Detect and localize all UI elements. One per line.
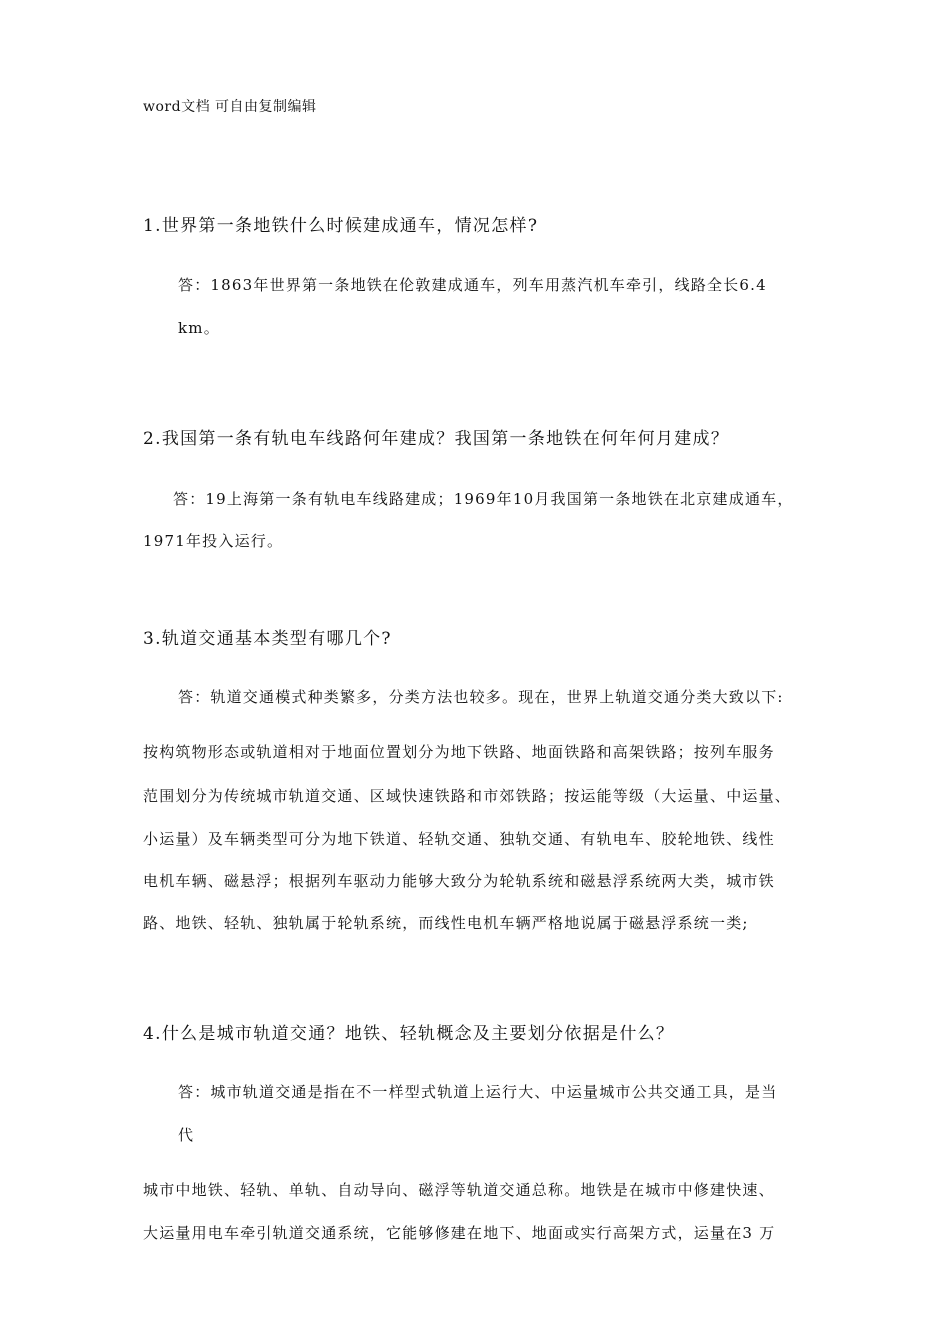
answer-1-line-1: 答：1863年世界第一条地铁在伦敦建成通车，列车用蒸汽机车牵引，线路全长6.4 [178, 276, 767, 294]
answer-1-line-2: km。 [178, 319, 220, 337]
question-2: 2.我国第一条有轨电车线路何年建成？我国第一条地铁在何年何月建成？ [143, 429, 730, 449]
answer-4-line-4: 大运量用电车牵引轨道交通系统，它能够修建在地下、地面或实行高架方式，运量在3 万 [143, 1224, 776, 1242]
answer-3-line-1: 答：轨道交通模式种类繁多，分类方法也较多。现在，世界上轨道交通分类大致以下: [178, 688, 784, 706]
answer-3-line-3: 范围划分为传统城市轨道交通、区域快速铁路和市郊铁路；按运能等级（大运量、中运量、 [143, 787, 792, 805]
answer-3-line-6: 路、地铁、轻轨、独轨属于轮轨系统，而线性电机车辆严格地说属于磁悬浮系统一类; [143, 914, 749, 932]
answer-2-line-1: 答：19上海第一条有轨电车线路建成；1969年10月我国第一条地铁在北京建成通车， [173, 490, 794, 508]
answer-4-line-3: 城市中地铁、轻轨、单轨、自动导向、磁浮等轨道交通总称。地铁是在城市中修建快速、 [143, 1181, 775, 1199]
answer-3-line-2: 按构筑物形态或轨道相对于地面位置划分为地下铁路、地面铁路和高架铁路；按列车服务 [143, 743, 775, 761]
question-1: 1.世界第一条地铁什么时候建成通车，情况怎样? [143, 216, 539, 236]
question-4: 4.什么是城市轨道交通？地铁、轻轨概念及主要划分依据是什么？ [143, 1024, 675, 1044]
question-3: 3.轨道交通基本类型有哪几个? [143, 629, 392, 649]
answer-2-line-2: 1971年投入运行。 [143, 532, 284, 550]
answer-3-line-4: 小运量）及车辆类型可分为地下铁道、轻轨交通、独轨交通、有轨电车、胶轮地铁、线性 [143, 830, 775, 848]
answer-4-line-2: 代 [178, 1126, 195, 1144]
answer-3-line-5: 电机车辆、磁悬浮；根据列车驱动力能够大致分为轮轨系统和磁悬浮系统两大类，城市铁 [143, 872, 775, 890]
document-header: word文档 可自由复制编辑 [143, 99, 317, 115]
answer-4-line-1: 答：城市轨道交通是指在不一样型式轨道上运行大、中运量城市公共交通工具，是当 [178, 1083, 778, 1101]
